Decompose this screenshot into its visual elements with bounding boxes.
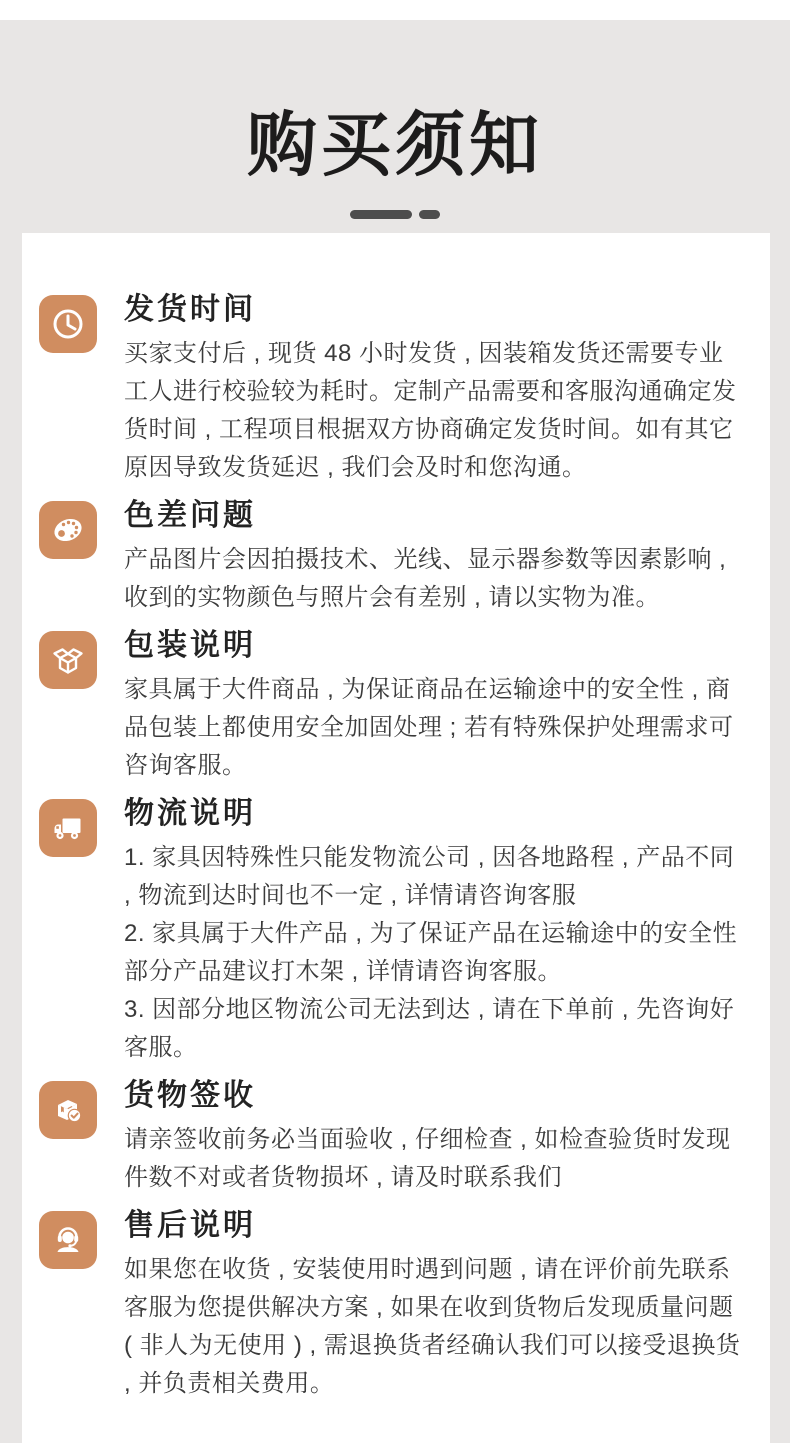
- section-shipping-time: [39, 293, 746, 487]
- page-title: 购买须知: [247, 106, 543, 184]
- section-text: [124, 293, 746, 487]
- section-paragraph: 3. 因部分地区物流公司无法到达 , 请在下单前 , 先咨询好客服。: [124, 996, 735, 1061]
- section-body: [124, 839, 746, 1067]
- section-heading: 色差问题: [124, 499, 256, 532]
- boxes-check-icon: [39, 1081, 97, 1139]
- section-paragraph: 家具属于大件商品 , 为保证商品在运输途中的安全性 , 商品包装上都使用安全加固处理 ; 若有特殊保护处理需求可咨询客服。: [124, 676, 734, 779]
- section-heading: 发货时间: [124, 293, 256, 326]
- section-goods-receipt: [39, 1079, 746, 1197]
- top-white-strip: [0, 0, 790, 20]
- section-body: [124, 1251, 746, 1403]
- section-logistics: [39, 797, 746, 1067]
- section-body: [124, 541, 746, 617]
- section-paragraph: 产品图片会因拍摄技术、光线、显示器参数等因素影响 , 收到的实物颜色与照片会有差别 , 请以实物为准。: [124, 546, 727, 611]
- palette-icon: [39, 501, 97, 559]
- dash-long: [350, 210, 412, 219]
- section-paragraph: 买家支付后 , 现货 48 小时发货 , 因装箱发货还需要专业工人进行校验较为耗时。定制产品需要和客服沟通确定发货时间 , 工程项目根据双方协商确定发货时间。如有其它原因导致发货延迟 , 我们会及时和您沟通。: [124, 340, 737, 481]
- section-heading: 物流说明: [124, 797, 256, 830]
- dash-short: [419, 210, 440, 219]
- section-paragraph: 如果您在收货 , 安装使用时遇到问题 , 请在评价前先联系客服为您提供解决方案 , 如果在收到货物后发现质量问题 ( 非人为无使用 ) , 需退换货者经确认我们可以接受退换货 , 并负责相关费用。: [124, 1256, 741, 1397]
- section-text: [124, 1079, 746, 1197]
- clock-icon: [39, 295, 97, 353]
- section-paragraph: 2. 家具属于大件产品 , 为了保证产品在运输途中的安全性部分产品建议打木架 , 详情请咨询客服。: [124, 920, 738, 985]
- section-text: [124, 499, 746, 617]
- section-after-sales: [39, 1209, 746, 1403]
- section-heading: 货物签收: [124, 1079, 256, 1112]
- section-heading: 包装说明: [124, 629, 256, 662]
- title-underline-decoration: [0, 210, 790, 219]
- section-color-difference: [39, 499, 746, 617]
- section-paragraph: 1. 家具因特殊性只能发物流公司 , 因各地路程 , 产品不同 , 物流到达时间也不一定 , 详情请咨询客服: [124, 844, 735, 909]
- section-text: [124, 1209, 746, 1403]
- section-text: [124, 797, 746, 1067]
- section-body: [124, 1121, 746, 1197]
- section-body: [124, 335, 746, 487]
- section-heading: 售后说明: [124, 1209, 256, 1242]
- headset-icon: [39, 1211, 97, 1269]
- package-icon: [39, 631, 97, 689]
- section-text: [124, 629, 746, 785]
- notice-card: [22, 233, 770, 1443]
- section-packaging: [39, 629, 746, 785]
- truck-icon: [39, 799, 97, 857]
- section-body: [124, 671, 746, 785]
- section-paragraph: 请亲签收前务必当面验收 , 仔细检查 , 如检查验货时发现件数不对或者货物损坏 , 请及时联系我们: [124, 1126, 731, 1191]
